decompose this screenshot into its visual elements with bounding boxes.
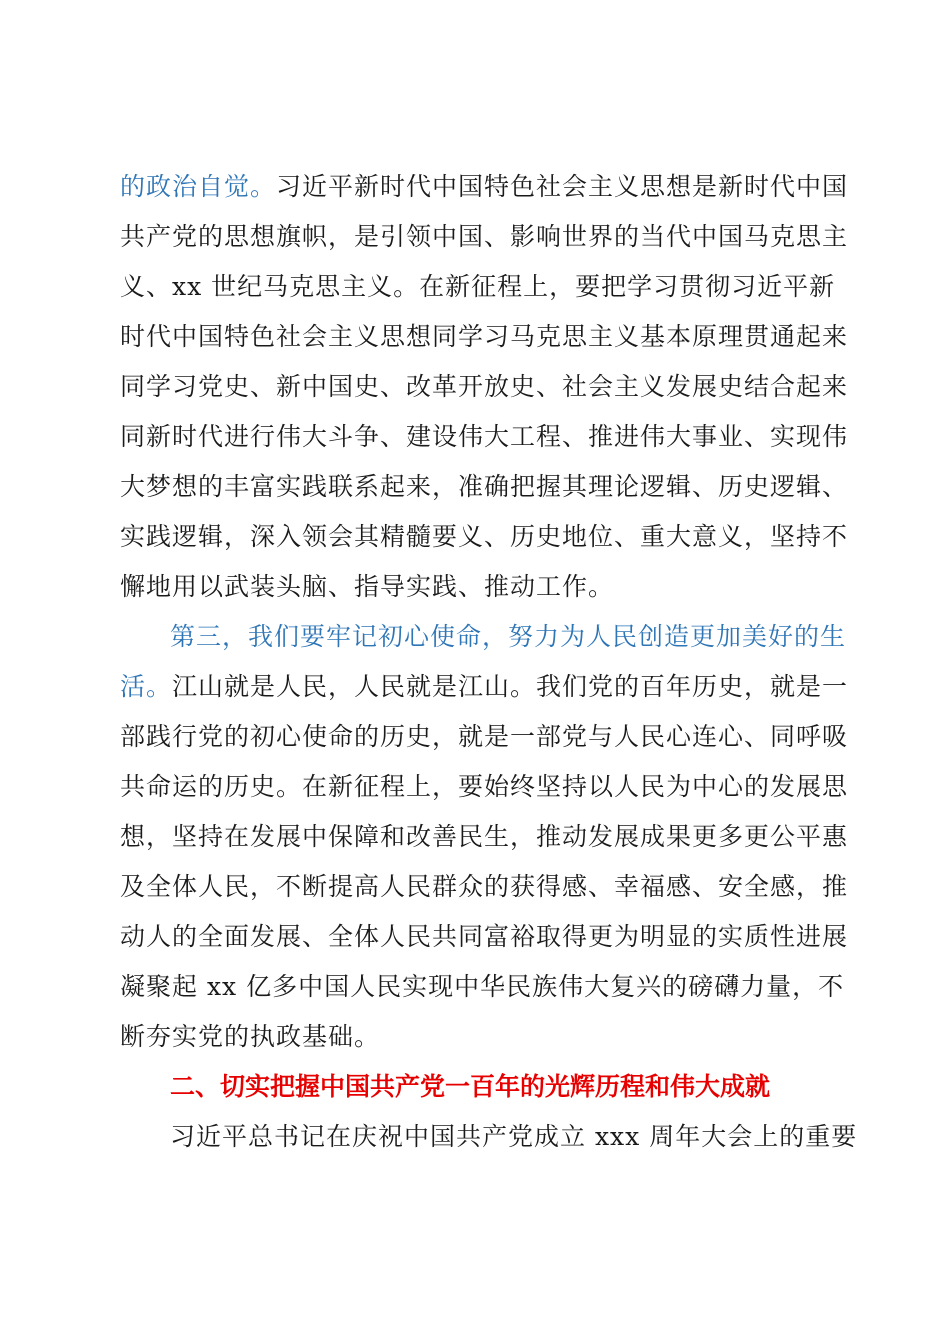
text-line: 义、xx 世纪马克思主义。在新征程上，要把学习贯彻习近平新: [120, 272, 836, 301]
text-line: 凝聚起 xx 亿多中国人民实现中华民族伟大复兴的磅礴力量，不: [120, 972, 845, 1001]
text-line: 习近平总书记在庆祝中国共产党成立 xxx 周年大会上的重要: [170, 1122, 858, 1151]
text-line: 断夯实党的执政基础。: [120, 1022, 381, 1051]
text-line: 共命运的历史。在新征程上，要始终坚持以人民为中心的发展思: [120, 772, 849, 801]
text-line: 共产党的思想旗帜，是引领中国、影响世界的当代中国马克思主: [120, 222, 849, 251]
emphasis-text: 活。: [120, 672, 173, 701]
text-line: 想，坚持在发展中保障和改善民生，推动发展成果更多更公平惠: [120, 822, 849, 851]
text-line: 同学习党史、新中国史、改革开放史、社会主义发展史结合起来: [120, 372, 849, 401]
text-line: 同新时代进行伟大斗争、建设伟大工程、推进伟大事业、实现伟: [120, 422, 849, 451]
text-line: [120, 662, 849, 712]
body-text: 江山就是人民，人民就是江山。我们党的百年历史，就是一: [172, 672, 849, 701]
text-line: 实践逻辑，深入领会其精髓要义、历史地位、重大意义，坚持不: [120, 522, 849, 551]
text-line: 及全体人民，不断提高人民群众的获得感、幸福感、安全感，推: [120, 872, 849, 901]
text-line: 大梦想的丰富实践联系起来，准确把握其理论逻辑、历史逻辑、: [120, 472, 849, 501]
text-line: 时代中国特色社会主义思想同学习马克思主义基本原理贯通起来: [120, 322, 849, 351]
body-text: 习近平新时代中国特色社会主义思想是新时代中国: [276, 172, 849, 201]
emphasis-heading-line: 第三，我们要牢记初心使命，努力为人民创造更加美好的生: [170, 622, 847, 651]
text-line: 动人的全面发展、全体人民共同富裕取得更为明显的实质性进展: [120, 922, 849, 951]
emphasis-text: 的政治自觉。: [120, 172, 277, 201]
text-line: [120, 162, 849, 212]
text-line: 懈地用以武装头脑、指导实践、推动工作。: [120, 572, 615, 601]
text-line: 部践行党的初心使命的历史，就是一部党与人民心连心、同呼吸: [120, 722, 849, 751]
section-heading: 二、切实把握中国共产党一百年的光辉历程和伟大成就: [170, 1072, 771, 1101]
